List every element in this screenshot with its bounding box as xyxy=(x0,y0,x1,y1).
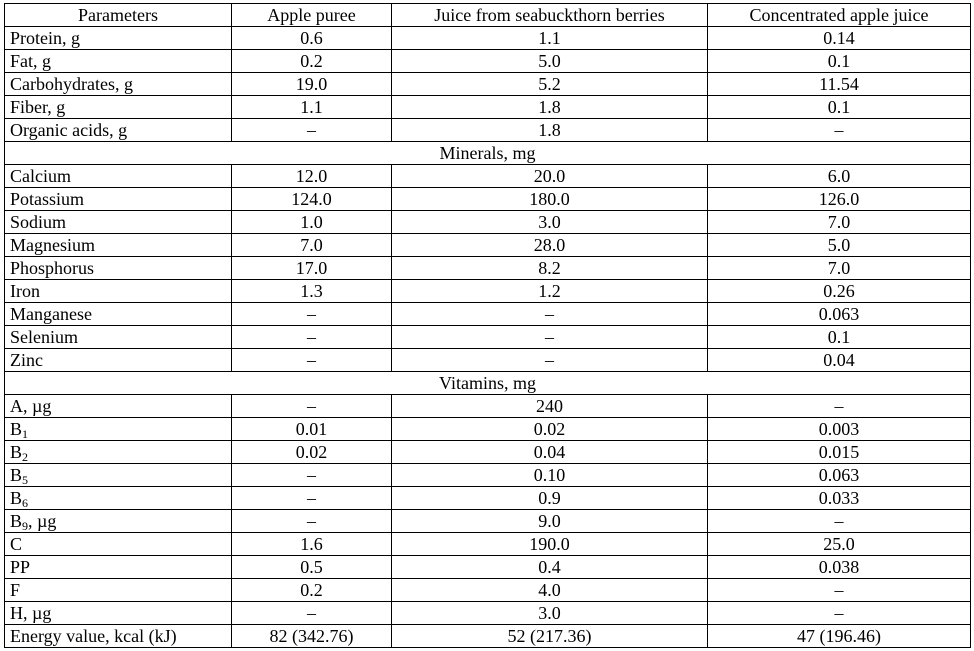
value-cell: 1.1 xyxy=(392,27,708,50)
value-cell: 0.02 xyxy=(232,441,392,464)
parameter-cell xyxy=(5,418,232,441)
parameter-cell xyxy=(5,50,232,73)
value-cell: 0.26 xyxy=(708,280,971,303)
parameter-unit: , µg xyxy=(28,511,57,531)
table-row xyxy=(5,165,971,188)
parameter-cell xyxy=(5,234,232,257)
parameter-cell xyxy=(5,579,232,602)
parameter-name: Magnesium xyxy=(10,235,95,255)
value-cell: 0.1 xyxy=(708,326,971,349)
value-cell: 0.063 xyxy=(708,464,971,487)
table-row xyxy=(5,27,971,50)
value-cell: 6.0 xyxy=(708,165,971,188)
parameter-name: Selenium xyxy=(10,327,78,347)
parameter-name: Fiber, g xyxy=(10,97,66,117)
value-cell: 3.0 xyxy=(392,211,708,234)
value-cell: – xyxy=(232,602,392,625)
parameter-cell xyxy=(5,464,232,487)
parameter-name: Carbohydrates, g xyxy=(10,74,133,94)
value-cell: – xyxy=(232,349,392,372)
parameter-cell xyxy=(5,556,232,579)
parameter-name: B xyxy=(10,488,23,508)
value-cell: 0.003 xyxy=(708,418,971,441)
section-label: Vitamins, mg xyxy=(5,372,971,395)
value-cell: 7.0 xyxy=(232,234,392,257)
value-cell: 1.8 xyxy=(392,119,708,142)
parameter-cell xyxy=(5,165,232,188)
value-cell: 25.0 xyxy=(708,533,971,556)
table-row xyxy=(5,234,971,257)
table-header xyxy=(5,4,971,27)
value-cell: 0.14 xyxy=(708,27,971,50)
value-cell: 0.01 xyxy=(232,418,392,441)
parameter-name: Manganese xyxy=(10,304,92,324)
value-cell: 0.038 xyxy=(708,556,971,579)
value-cell: 126.0 xyxy=(708,188,971,211)
parameter-name: Phosphorus xyxy=(10,258,95,278)
value-cell: 1.2 xyxy=(392,280,708,303)
parameter-cell xyxy=(5,533,232,556)
header-row xyxy=(5,4,971,27)
value-cell: 5.0 xyxy=(392,50,708,73)
section-row xyxy=(5,142,971,165)
table-body xyxy=(5,27,971,648)
value-cell: 1.6 xyxy=(232,533,392,556)
parameter-name: Zinc xyxy=(10,350,43,370)
parameter-cell xyxy=(5,303,232,326)
table-row xyxy=(5,119,971,142)
parameter-cell xyxy=(5,326,232,349)
value-cell: 0.04 xyxy=(708,349,971,372)
parameter-cell xyxy=(5,395,232,418)
parameter-cell xyxy=(5,188,232,211)
table-row xyxy=(5,533,971,556)
value-cell: – xyxy=(708,119,971,142)
table-row xyxy=(5,96,971,119)
value-cell: 0.2 xyxy=(232,50,392,73)
value-cell: 124.0 xyxy=(232,188,392,211)
value-cell: – xyxy=(708,579,971,602)
value-cell: – xyxy=(232,303,392,326)
value-cell: 1.0 xyxy=(232,211,392,234)
value-cell: 240 xyxy=(392,395,708,418)
value-cell: – xyxy=(392,326,708,349)
parameter-cell xyxy=(5,211,232,234)
value-cell: – xyxy=(392,349,708,372)
value-cell: 0.1 xyxy=(708,50,971,73)
value-cell: 7.0 xyxy=(708,257,971,280)
section-label: Minerals, mg xyxy=(5,142,971,165)
value-cell: 19.0 xyxy=(232,73,392,96)
value-cell: 5.2 xyxy=(392,73,708,96)
parameter-name: Potassium xyxy=(10,189,85,209)
table-row xyxy=(5,464,971,487)
value-cell: 0.063 xyxy=(708,303,971,326)
table-row xyxy=(5,510,971,533)
value-cell: 28.0 xyxy=(392,234,708,257)
value-cell: 0.1 xyxy=(708,96,971,119)
parameter-cell xyxy=(5,441,232,464)
parameter-cell xyxy=(5,280,232,303)
parameter-name: Protein, g xyxy=(10,28,80,48)
parameter-name: Sodium xyxy=(10,212,67,232)
parameter-name: C xyxy=(10,534,23,554)
value-cell: 1.8 xyxy=(392,96,708,119)
parameter-name: Fat, g xyxy=(10,51,52,71)
parameter-cell xyxy=(5,73,232,96)
value-cell: – xyxy=(708,602,971,625)
value-cell: 0.02 xyxy=(392,418,708,441)
table-row xyxy=(5,487,971,510)
header-parameters: Parameters xyxy=(5,4,232,27)
table-row xyxy=(5,579,971,602)
parameter-name: B xyxy=(10,465,23,485)
value-cell: – xyxy=(708,510,971,533)
value-cell: 0.4 xyxy=(392,556,708,579)
parameter-name: A, µg xyxy=(10,396,52,416)
parameter-cell xyxy=(5,625,232,648)
table-row xyxy=(5,441,971,464)
parameter-cell xyxy=(5,349,232,372)
value-cell: 1.1 xyxy=(232,96,392,119)
parameter-name: B xyxy=(10,419,23,439)
value-cell: – xyxy=(232,510,392,533)
parameter-name: Energy value, kcal (kJ) xyxy=(10,626,177,646)
parameter-cell xyxy=(5,602,232,625)
table-row xyxy=(5,556,971,579)
value-cell: 4.0 xyxy=(392,579,708,602)
header-seabuckthorn-juice: Juice from seabuckthorn berries xyxy=(392,4,708,27)
value-cell: 0.04 xyxy=(392,441,708,464)
value-cell: 0.033 xyxy=(708,487,971,510)
parameter-name: F xyxy=(10,580,21,600)
parameter-name: B xyxy=(10,442,23,462)
table-row xyxy=(5,349,971,372)
value-cell: 0.9 xyxy=(392,487,708,510)
table-row xyxy=(5,303,971,326)
section-row xyxy=(5,372,971,395)
value-cell: 47 (196.46) xyxy=(708,625,971,648)
parameter-cell xyxy=(5,27,232,50)
value-cell: – xyxy=(232,487,392,510)
table-row xyxy=(5,395,971,418)
parameter-subscript: 9 xyxy=(22,519,29,533)
value-cell: 1.3 xyxy=(232,280,392,303)
parameter-name: Organic acids, g xyxy=(10,120,128,140)
parameter-subscript: 1 xyxy=(22,427,29,441)
table-row xyxy=(5,280,971,303)
table-row xyxy=(5,625,971,648)
parameter-cell xyxy=(5,510,232,533)
value-cell: – xyxy=(232,395,392,418)
parameter-name: Calcium xyxy=(10,166,71,186)
value-cell: 8.2 xyxy=(392,257,708,280)
parameter-cell xyxy=(5,257,232,280)
value-cell: 0.6 xyxy=(232,27,392,50)
value-cell: 190.0 xyxy=(392,533,708,556)
value-cell: – xyxy=(232,326,392,349)
parameter-name: Iron xyxy=(10,281,40,301)
value-cell: 17.0 xyxy=(232,257,392,280)
value-cell: 9.0 xyxy=(392,510,708,533)
parameter-cell xyxy=(5,96,232,119)
parameter-name: H, µg xyxy=(10,603,52,623)
value-cell: 12.0 xyxy=(232,165,392,188)
value-cell: – xyxy=(392,303,708,326)
table-row xyxy=(5,602,971,625)
header-concentrated-apple-juice: Concentrated apple juice xyxy=(708,4,971,27)
value-cell: 0.10 xyxy=(392,464,708,487)
parameter-name: B xyxy=(10,511,23,531)
nutrition-table xyxy=(4,3,971,648)
parameter-subscript: 6 xyxy=(22,496,29,510)
parameter-name: PP xyxy=(10,557,31,577)
table-row xyxy=(5,73,971,96)
parameter-cell xyxy=(5,487,232,510)
value-cell: 7.0 xyxy=(708,211,971,234)
value-cell: 11.54 xyxy=(708,73,971,96)
table-row xyxy=(5,257,971,280)
header-apple-puree: Apple puree xyxy=(232,4,392,27)
value-cell: 0.5 xyxy=(232,556,392,579)
table-row xyxy=(5,211,971,234)
parameter-subscript: 5 xyxy=(22,473,29,487)
parameter-subscript: 2 xyxy=(22,450,29,464)
value-cell: 0.2 xyxy=(232,579,392,602)
table-row xyxy=(5,326,971,349)
value-cell: 5.0 xyxy=(708,234,971,257)
table-row xyxy=(5,418,971,441)
value-cell: – xyxy=(708,395,971,418)
value-cell: 3.0 xyxy=(392,602,708,625)
value-cell: – xyxy=(232,464,392,487)
parameter-cell xyxy=(5,119,232,142)
value-cell: 0.015 xyxy=(708,441,971,464)
table-row xyxy=(5,188,971,211)
value-cell: 180.0 xyxy=(392,188,708,211)
value-cell: 20.0 xyxy=(392,165,708,188)
value-cell: 52 (217.36) xyxy=(392,625,708,648)
table-row xyxy=(5,50,971,73)
value-cell: 82 (342.76) xyxy=(232,625,392,648)
value-cell: – xyxy=(232,119,392,142)
